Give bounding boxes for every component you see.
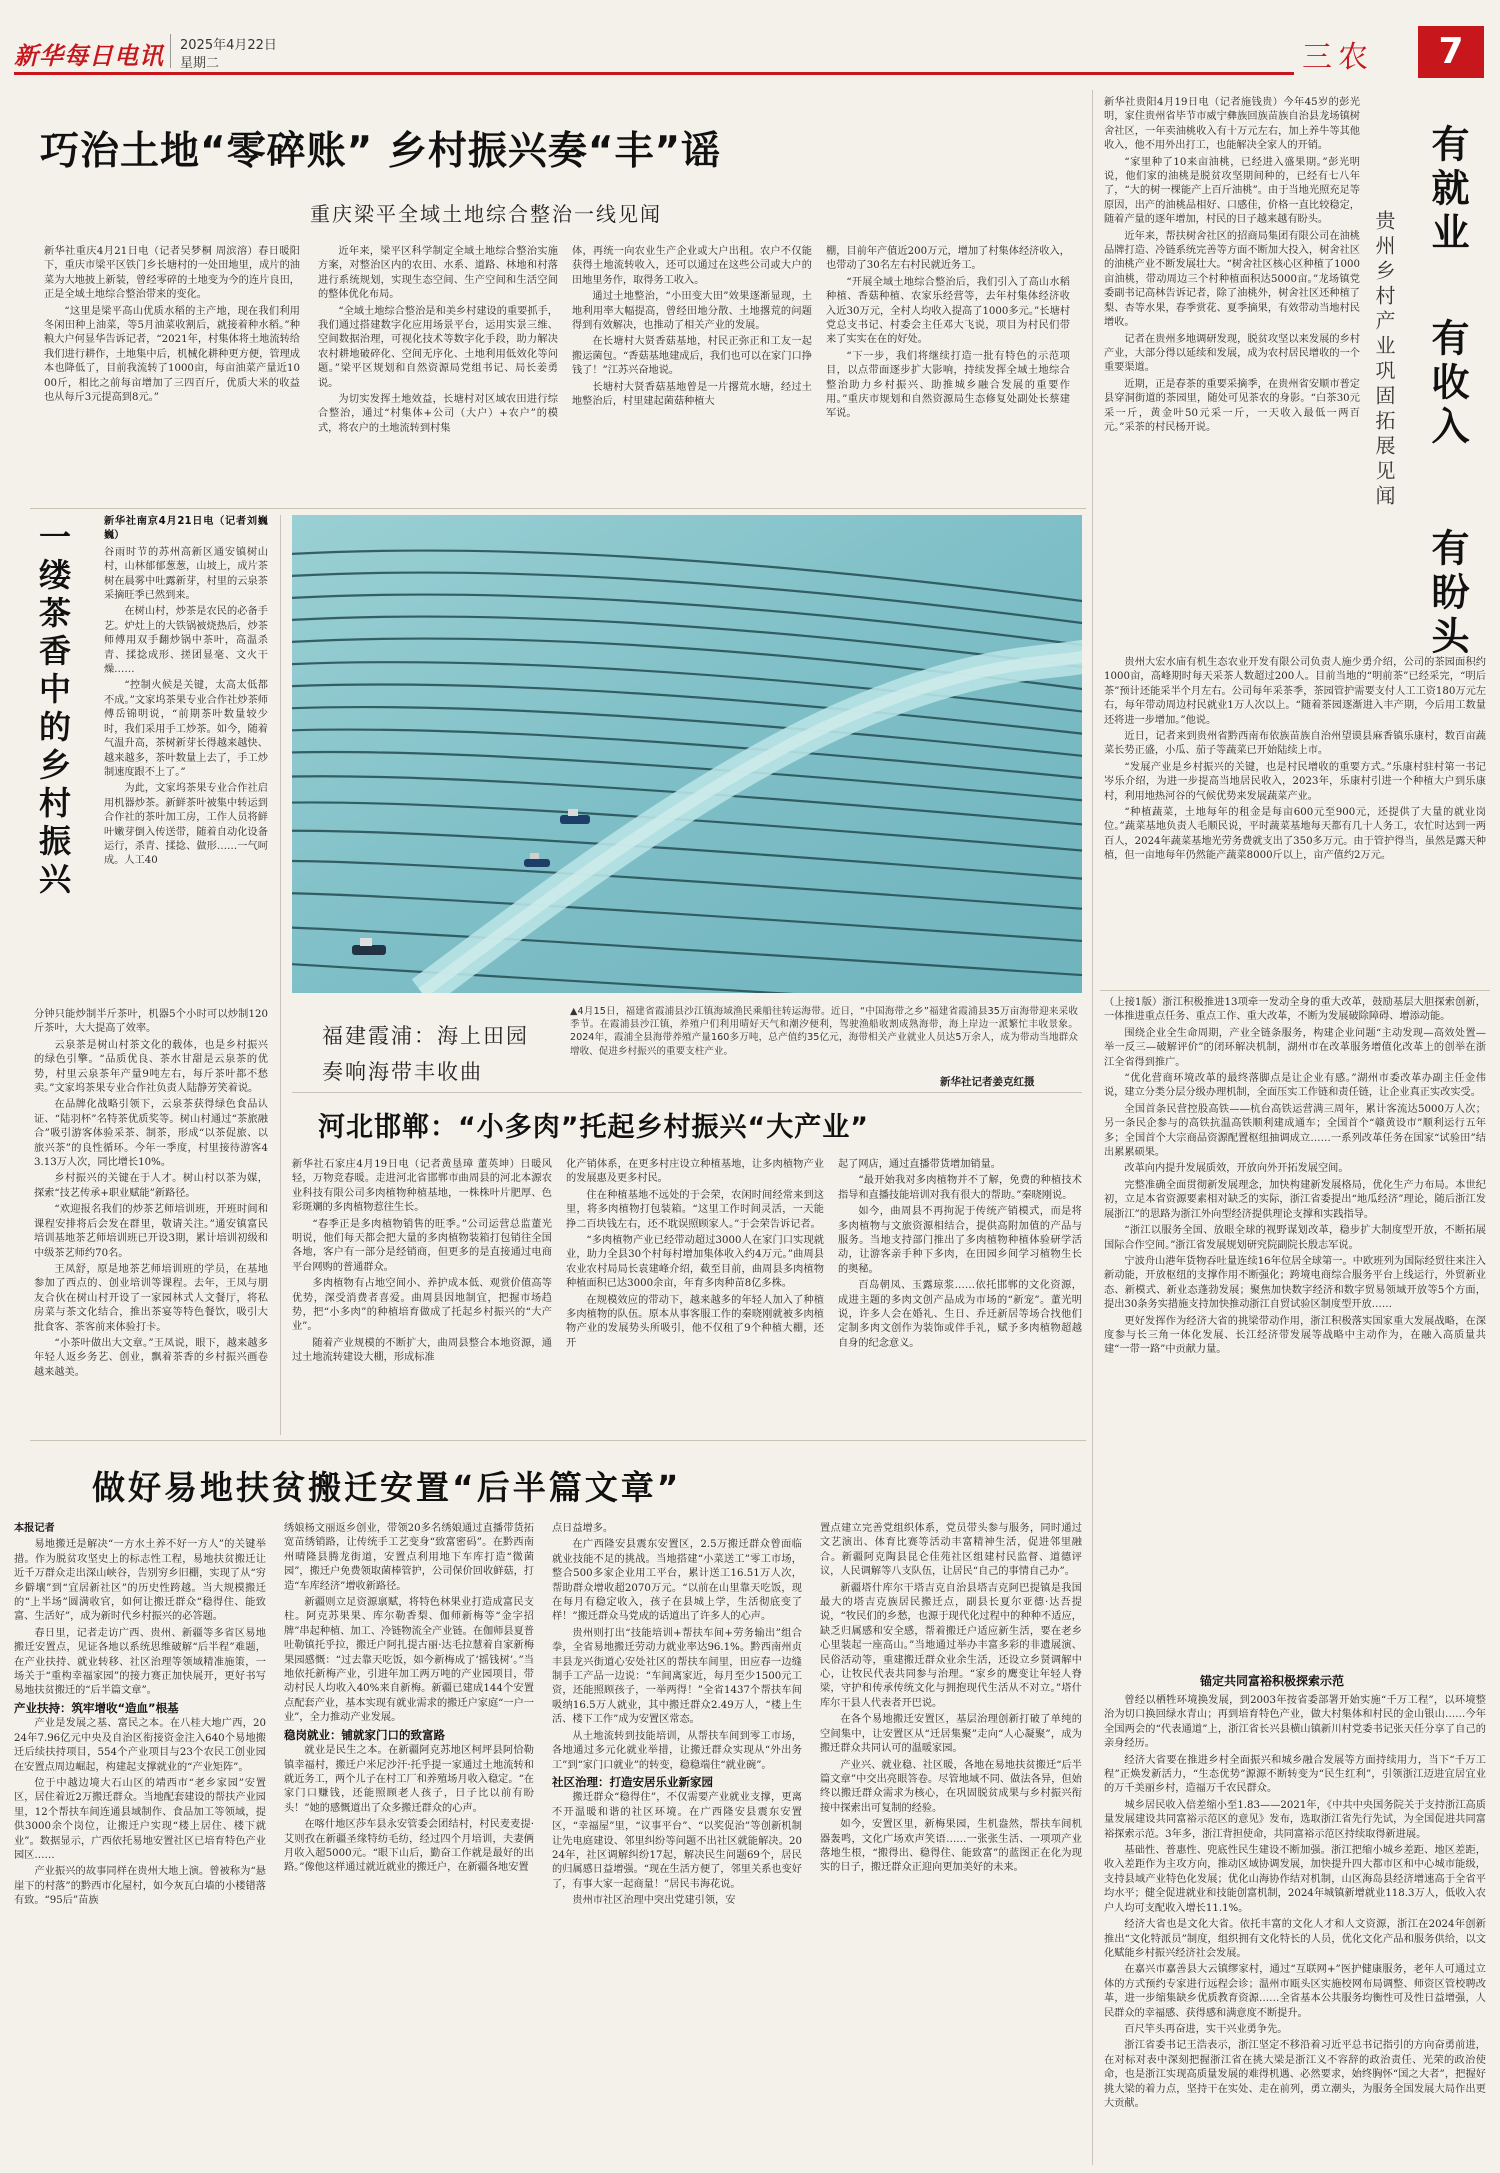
article-1-col-3 (572, 245, 812, 505)
paragraph: 长塘村大贤香菇基地曾是一片撂荒水塘，经过土地整治后，村里建起菌菇种植大 (572, 381, 812, 408)
photo-credit: 新华社记者姜克红摄 (940, 1076, 1035, 1088)
paragraph: 在规模效应的带动下，越来越多的年轻人加入了种植多肉植物的队伍。原本从事客服工作的秦晓刚就被多肉植物产业的发展势头所吸引，他不仅租了9个种植大棚，还开 (566, 1294, 824, 1349)
paragraph: 多肉植物有占地空间小、养护成本低、观赏价值高等优势，深受消费者喜爱。曲周县因地制宜，把握市场趋势，把“小多肉”的种植培育做成了托起乡村振兴的“大产业”。 (292, 1278, 552, 1333)
paragraph: 宁波舟山港年货物吞吐量连续16年位居全球第一。中欧班列为国际经贸往来注入新动能，开放枢纽的支撑作用不断强化；跨境电商综合服务平台上线运行，外贸新业态、新模式、新业态蓬勃发展；聚焦加快数字经济和数字贸易领域开放等5个方面，提出30条务实措施支持加快推动浙江自贸试验区制度型开放…… (1104, 1255, 1486, 1311)
article-3-headline: 河北邯郸：“小多肉”托起乡村振兴“大产业” (318, 1112, 869, 1143)
paragraph: 记者在贵州多地调研发现，脱贫攻坚以来发展的乡村产业，大部分得以延续和发展，成为农村居民增收的一个重要渠道。 (1104, 333, 1360, 374)
article-1-subtitle: 重庆梁平全域土地综合整治一线见闻 (310, 202, 662, 226)
paragraph: 经济大省要在推进乡村全面振兴和城乡融合发展等方面持续用力，当下“千万工程”正焕发新活力，“生态优势”源源不断转变为“民生红利”，引领浙江迈进宜居宜业的万千美丽乡村，造福万千农民群众。 (1104, 1754, 1486, 1795)
article-4-byline: 本报记者 (14, 1523, 55, 1534)
masthead-weekday: 星期二 (180, 56, 220, 71)
paragraph: 百岛朝凤、玉露琼浆……依托邯郸的文化资源，成进主题的多肉文创产品成为市场的“新宠”。董光明说，许多人会在婚礼、生日、乔迁新居等场合找他们定制多肉文创作为装饰或伴手礼，赋予多肉植物超越自身的纪念意义。 (838, 1280, 1082, 1349)
article-3-col-2 (566, 1158, 824, 1433)
section-heading: 产业扶持：筑牢增收“造血”根基 (14, 1700, 179, 1715)
right-article-col-full (1104, 656, 1486, 986)
masthead-rule (14, 72, 1294, 75)
paragraph: 王凤舒，原是地茶艺师培训班的学员，在基地参加了西点的、创业培训等课程。去年，王凤与朋友合伙在树山村开设了一家园林式人文餐厅，将私房菜与茶文化结合，推出茶宴等特色餐饮，吸引大批食客、茶客前来体验打卡。 (34, 1263, 268, 1333)
paragraph: 绣娘杨文丽返乡创业，带领20多名绣娘通过直播带货拓宽苗绣销路，让传统手工艺变身“致富密码”。在黔西南州晴隆县腾龙街道，安置点利用地下车库打造“微菌园”，搬迁户免费领取菌棒管护，公司保价回收鲜菇，打造“车库经济”增收新路径。 (284, 1523, 534, 1592)
paragraph: 在树山村，炒茶是农民的必备手艺。炉灶上的大铁锅被烧热后，炒茶师傅用双手翻炒锅中茶叶，高温杀青、揉捻成形、搓团显毫、文火干燥…… (104, 606, 268, 676)
paragraph: “小茶叶做出大文章。”王凤说，眼下，越来越多年轻人返乡务艺、创业，飘着茶香的乡村振兴画卷越来越美。 (34, 1337, 268, 1378)
paragraph: “浙江以服务全国、放眼全球的视野谋划改革，稳步扩大制度型开放，不断拓展国际合作空间。”浙江省发展规划研究院副院长殷志军说。 (1104, 1225, 1486, 1251)
right-article-col-top (1104, 96, 1360, 656)
right-article-subtitle: 贵州乡村产业巩固拓展见闻 (1372, 210, 1396, 510)
paragraph: 产业振兴的故事同样在贵州大地上演。曾被称为“悬崖下的村落”的黔西市化屋村，如今灰瓦白墙的小楼错落有致。“95后”苗族 (14, 1866, 266, 1907)
paragraph: 近年来，梁平区科学制定全域土地综合整治实施方案，对整治区内的农田、水系、道路、林地和村落进行系统规划，实现生态空间、生产空间和生活空间的整体优化布局。 (318, 246, 558, 301)
article-1-col-4 (826, 245, 1070, 505)
paragraph: 在品牌化战略引领下，云泉茶获得绿色食品认证、“陆羽杯”名特茶优质奖等。树山村通过“茶旅融合”吸引游客体验采茶、制茶，形成“以茶促旅、以旅兴茶”的良性循环。今年一季度，村里接待游客43.13万人次，同比增长10%。 (34, 1099, 268, 1169)
article-1-col-2 (318, 245, 558, 505)
paragraph: 在嘉兴市嘉善县大云镇缪家村，通过“互联网+”医护健康服务，老年人可通过立体的方式预约专家进行远程会诊；温州市瓯头区实施校网布局调整、师资区管校聘改革，进一步缩集缺乡优质教育资源……全省基本公共服务均衡性可及性日益增强，人民群众的幸福感、获得感和满意度不断提升。 (1104, 1964, 1486, 2019)
paragraph: 新疆塔什库尔干塔吉克自治县塔吉克阿巴提镇是我国最大的塔吉克族居民搬迁点，副县长夏尔亚德·达吾提说，“牧民们的乡愁，也源于现代化过程中的种种不适应，缺乏归属感和安全感，帮着搬迁户适应新生活，要在老乡心里装起一座高山。”当地通过举办丰富多彩的非遗展演、民俗活动等，重建搬迁群众业余生活，还设立乡贤调解中心，让牧民代表共同参与治理。“家乡的鹰变让年轻人脊梁，守护和传承传统文化与拥抱现代生活从不对立。”塔什库尔干县人代表者开巴说。 (820, 1582, 1082, 1709)
paragraph: “最开始我对多肉植物并不了解，免费的种植技术指导和直播技能培训对我有很大的帮助。”秦晓刚说。 (838, 1175, 1082, 1201)
paragraph: 近日，记者来到贵州省黔西南布依族苗族自治州望谟县麻香镇乐康村，数百亩蔬菜长势正盛，小瓜、茄子等蔬菜已开始陆续上市。 (1104, 731, 1486, 757)
paragraph: 起了网店，通过直播带货增加销量。 (838, 1159, 1001, 1170)
divider (292, 1092, 1082, 1093)
paragraph: 位于中越边境大石山区的靖西市“老乡家园”安置区，居住着近2万搬迁群众。当地配套建设的帮扶产业园里，12个帮扶车间连通县域制作、食品加工等领域，提供3000余个岗位，让搬迁户实现“楼上居住、楼下就业”。数据显示，广西依托易地安置社区已培育特色产业园区…… (14, 1777, 266, 1861)
paragraph: 随着产业规模的不断扩大，曲周县整合本地资源，通过土地流转建设大棚，形成标准 (292, 1337, 552, 1364)
divider (1100, 990, 1490, 991)
masthead-date: 2025年4月22日 (180, 38, 277, 53)
paragraph: 云泉茶是树山村茶文化的载体，也是乡村振兴的绿色引擎。“品质优良、茶水甘甜是云泉茶的优势，村里云泉茶年产量9吨左右，每斤茶叶都不愁卖。”文家坞茶果专业合作社负责人陆静芳笑着说。 (34, 1039, 268, 1095)
paragraph: 新华社贵阳4月19日电（记者施钱贵）今年45岁的彭光明，家住贵州省毕节市威宁彝族回族苗族自治县龙场镇树舍社区，一年卖油桃收入有十万元左右，加上养牛等其他收入，他不用外出打工，也能解决全家人的开销。 (1104, 97, 1360, 152)
paragraph: 乡村振兴的关键在于人才。树山村以茶为媒，探索“技艺传承+职业赋能”新路径。 (34, 1173, 268, 1199)
kelp-farm-photo-illustration (292, 515, 1082, 993)
article-3-col-1 (292, 1158, 552, 1433)
paragraph: 通过土地整治，“小田变大田”效果逐渐显现，土地利用率大幅提高，曾经田地分散、土地撂荒的问题得到有效解决，也推动了相关产业的发展。 (572, 291, 812, 332)
paragraph: 点日益增多。 (552, 1523, 614, 1534)
paragraph: “控制火候是关键，太高太低都不成。”文家坞茶果专业合作社炒茶师傅岳锦明说，“前期茶叶数量较少时，我们采用手工炒茶。如今，随着气温升高，茶树新芽长得越来越快、越来越多，茶叶数量上去了，手工炒制速度跟不上了。” (104, 680, 268, 778)
paragraph: “全域土地综合整治是和美乡村建设的重要抓手，我们通过搭建数字化应用场景平台，运用实景三维、空间数据治理，可视化技术等数字化手段，助力解决农村耕地破碎化、空间无序化、土地利用低效化等问题。”梁平区规划和自然资源局党组书记、局长姜勇说。 (318, 305, 558, 389)
right-article-headline-line-1: 有就业 (1425, 124, 1469, 256)
paragraph: 如今，安置区里，新梅果园，生机盎然，帮扶车间机器轰鸣，文化广场欢声笑语……一张张生活、一项项产业落地生根，“搬得出、稳得住、能致富”的蓝图正在化为现实的日子，搬迁群众正迎向更加美好的未来。 (820, 1819, 1082, 1874)
paragraph: “开展全域土地综合整治后，我们引入了高山水稻种植、香菇种植、农家乐经营等，去年村集体经济收入近30万元，全村人均收入提高了1000多元。”长塘村党总支书记、村委会主任邓大飞说，项目为村民们带来了实实在在的好处。 (826, 276, 1070, 346)
paragraph: 基础性、普惠性、兜底性民生建设不断加强。浙江把缩小城乡差距、地区差距，收入差距作为主攻方向，推动区域协调发展，加快提升四大都市区和中心城市能级，支持县域产业特色化发展；优化山海协作结对机制，山区海岛县经济增速高于全省平均水平；健全促进就业和技能创富机制，2024年城镇新增就业118.3万人，低收入农户人均可支配收入增长11.1%。 (1104, 1845, 1486, 1914)
paragraph: 曾经以栖牲环境换发展，到2003年按省委部署开始实施“千万工程”，以环境整治为切口换回绿水青山；再到培育特色产业，做大村集体和村民的金山银山……今年全国两会的“代表通道”上，浙江省长兴县横山镇新川村党委书记张天任分享了自己的亲身经历。 (1104, 1695, 1486, 1750)
paragraph: “种植蔬菜，土地每年的租金是每亩600元至900元，还提供了大量的就业岗位。”蔬菜基地负责人毛顺民说，平时蔬菜基地每天都有几十人务工，农忙时达到一两百人，2024年蔬菜基地光劳务费就支出了350多万元。由于管护得当，虽然是露天种植，但一亩地每年仍然能产蔬菜8000斤以上，亩产值约2万元。 (1104, 807, 1486, 862)
paragraph: 体，再统一向农业生产企业或大户出租。农户不仅能获得土地流转收入，还可以通过在这些公司或大户的田地里务作，取得务工收入。 (572, 246, 812, 286)
article-4-col-3 (552, 1522, 802, 2172)
paragraph: 在喀什地区莎车县永安管委会团结村，村民麦麦提·艾则孜在新疆圣缘特纺毛纺，经过四个月培训，夫妻俩月收入超5000元。“眼下山后，勤奋工作就是最好的出路。”像他这样通过就近就业的搬迁户，在新疆各地安置 (284, 1819, 534, 1874)
paragraph: “下一步，我们将继续打造一批有特色的示范项目，以点带面逐步扩大影响，持续发挥全域土地综合整治助力乡村振兴、助推城乡融合发展的重要作用。”重庆市规划和自然资源局生态修复处副处长蔡建军说。 (826, 350, 1070, 420)
paragraph: 城乡居民收入倍差缩小至1.83——2021年，《中共中央国务院关于支持浙江高质量发展建设共同富裕示范区的意见》发布，选取浙江省先行先试，为全国促进共同富裕探索示范。3年多，浙江背担使命，共同富裕示范区持续取得新进展。 (1104, 1799, 1486, 1840)
photo-title-line-1: 福建霞浦：海上田园 (322, 1024, 529, 1048)
continued-section-heading: 锚定共同富裕积极探索示范 (1200, 1674, 1345, 1688)
paragraph: “发展产业是乡村振兴的关键，也是村民增收的重要方式。”乐康村驻村第一书记岑乐介绍，为进一步提高当地居民收入，2023年，乐康村引进一个种植大户到乐康村，利用地热河谷的气候优势来发展蔬菜产业。 (1104, 761, 1486, 802)
photo-title-line-2: 奏响海带丰收曲 (322, 1060, 483, 1084)
article-2-col-top (104, 515, 268, 1005)
paragraph: 百尺竿头再奋进，实干兴业勇争先。 (1124, 2023, 1288, 2035)
paragraph: “春季正是多肉植物销售的旺季。”公司运营总监董光明说，他们每天都会把大量的多肉植物装箱打包销往全国各地，客户有一部分是经销商，但更多的是直接通过电商平台网购的普通群众。 (292, 1218, 552, 1273)
right-article-headline-line-2: 有收入 (1425, 318, 1469, 450)
paragraph: 近年来，帮扶树舍社区的招商局集团有限公司在油桃品牌打造、冷链系统完善等方面不断加大投入，树舍社区的油桃产业不断发展壮大。“树舍社区核心区种植了1000亩油桃，带动周边三个村种植面积达5000亩。”龙场镇党委副书记高林告诉记者，除了油桃外，树舍社区还种植了梨、杏等水果，春季赏花、夏季摘果，有效带动当地村民增收。 (1104, 230, 1360, 329)
continued-article-col-b (1104, 1694, 1486, 2168)
divider (30, 1440, 1086, 1441)
paragraph: 在长塘村大贤香菇基地，村民正弥正和工友一起搬运菌包。“香菇基地建成后，我们也可以在家门口挣钱了！”江苏兴奋地说。 (572, 336, 812, 377)
paragraph: 更好发挥作为经济大省的挑梁带动作用，浙江积极落实国家重大发展战略，在深度参与长三角一体化发展、长江经济带发展等战略中主动作为，在融入高质量共建“一带一路”中贡献力量。 (1104, 1315, 1486, 1356)
paragraph: 化产销体系，在更多村庄设立种植基地，让多肉植物产业的发展惠及更多村民。 (566, 1159, 824, 1185)
paragraph: 产业是发展之基、富民之本。在八桂大地广西，2024年7.96亿元中央及自治区衔接资金注入640个易地搬迁后续扶持项目，554个产业项目与23个农民工创业园在安置点周边崛起，构建起支撑就业的“产业矩阵”。 (14, 1718, 266, 1773)
paragraph: “家里种了10来亩油桃，已经进入盛果期。”彭光明说，他们家的油桃是脱贫攻坚期间种的，已经有七八年了，“大的树一棵能产上百斤油桃”。由于当地光照充足等原因，出产的油桃品相好、口感佳，价格一直比较稳定，随着产量的逐年增加，村民的日子越来越有盼头。 (1104, 156, 1360, 226)
divider-vertical (280, 515, 281, 1435)
divider-vertical (1092, 90, 1093, 2165)
masthead-divider (170, 34, 171, 68)
paragraph: 从土地流转到技能培训，从帮扶车间到零工市场，各地通过多元化就业举措，让搬迁群众实现从“外出务工”到“家门口就业”的转变，稳稳端住“就业碗”。 (552, 1730, 802, 1771)
divider (30, 508, 1086, 509)
photo-caption: ▲4月15日，福建省霞浦县沙江镇海域渔民乘船往转运海带。近日，“中国海带之乡”福建省霞浦县35万亩海带迎来采收季节。在霞浦县沙江镇，养殖户们利用晴好天气和潮汐便利，驾驶渔船收割成熟海带，海上岸边一派繁忙丰收景象。2024年，霞浦全县海带养殖产量160多万吨，总产值约35亿元，海带相关产业就业人员达5万余人，成为带动当地群众增收、促进乡村振兴的重要支柱产业。 (570, 1006, 1078, 1057)
paragraph: 贵州大宏水庙有机生态农业开发有限公司负责人施少勇介绍，公司的茶园面积约1000亩，高峰期时每天采茶人数超过200人。目前当地的“明前茶”已经采完，“明后茶”预计还能采半个月左右。公司每年采茶季，茶园管护需要支付人工工资180万元左右，每年带动周边村民就业1万人次以上。“随着茶园逐渐进入丰产期，今后用工数量还将进一步增加。”他说。 (1104, 657, 1486, 726)
right-article-headline-line-3: 有盼头 (1425, 528, 1469, 660)
paragraph: “多肉植物产业已经带动超过3000人在家门口实现就业，助力全县30个村每村增加集体收入约4万元。”曲周县农业农村局局长袁建峰介绍，截至目前，曲周县多肉植物种植面积已达3000余亩，年育多肉种苗8亿多株。 (566, 1235, 824, 1290)
paragraph: “优化营商环境改革的最终落脚点是让企业有感。”湖州市委改革办副主任金伟说，建立分类分层分级办理机制，全面压实工作链和责任链，让企业真正实改实受。 (1104, 1073, 1486, 1099)
paragraph: 产业兴、就业稳、社区暖，各地在易地扶贫搬迁“后半篇文章”中交出亮眼答卷。尽管地域不同、做法各异，但始终以搬迁群众需求为核心，在巩固脱贫成果与乡村振兴衔接中探索出可复制的经验。 (820, 1759, 1082, 1814)
section-name: 三农 (1302, 40, 1374, 75)
article-3-col-3 (838, 1158, 1082, 1433)
section-heading: 稳岗就业：铺就家门口的致富路 (284, 1727, 445, 1742)
paragraph: 易地搬迁是解决“一方水土养不好一方人”的关键举措。作为脱贫攻坚史上的标志性工程，易地扶贫搬迁让近千万群众走出深山峡谷，告别穷乡旧棚，实现了从“穷乡僻壤”到“宜居新社区”的历史性跨越。当大规模搬迁的“上半场”圆满收官，如何让搬迁群众“稳得住、能致富、生活好”，成为新时代乡村振兴的必答题。 (14, 1539, 266, 1623)
paragraph: 搬迁群众“稳得住”，不仅需要产业就业支撑，更离不开温暖和谐的社区环境。在广西隆安县震东安置区，“幸福屋”里，“议事平台”、“以奖促治”等创新机制让先电庭建设、邻里纠纷等问题不出社区就能解决。2024年，社区调解纠纷17起，解决民生问题69个，居民的归属感日益增强。“现在生活方便了，邻里关系也变好了，有事大家一起商量！”居民韦海花说。 (552, 1792, 802, 1890)
paragraph: （上接1版）浙江积极推进13项牵一发动全身的重大改革，鼓励基层大胆探索创新，一体推进重点任务、重点工作、重大改革，不断为发展破除障碍、增添动能。 (1104, 997, 1486, 1023)
paragraph: 全国首条民营控股高铁——杭台高铁运营满三周年，累计客流达5000万人次；另一条民企参与的高铁抗温高铁顺利建成通车；全国首个“赣黄设市”顺利运行五年多；全国首个大宗商品资源配置枢纽抽调成立……一系列改革任务在国家“试验田”结出累累硕果。 (1104, 1103, 1486, 1159)
article-2-col-bottom (34, 1008, 268, 1438)
paragraph: 分钟只能炒制半斤茶叶，机器5个小时可以炒制120斤茶叶，大大提高了效率。 (34, 1009, 268, 1035)
article-1-col-1 (44, 245, 300, 483)
paragraph: 为此，文家坞茶果专业合作社启用机器炒茶。新鲜茶叶被集中转运到合作社的茶叶加工房，工作人员将鲜叶嫩芽倒入传送带，随着自动化设备运行，杀青、揉捻、做形……一气呵成。人工40 (104, 783, 268, 867)
kelp-farm-photo (292, 515, 1082, 993)
paragraph: 新华社石家庄4月19日电（记者黄垦璋 董英坤）日暖风轻，万物竞春暖。走进河北省邯郸市曲周县的河北本源农业科技有限公司多肉植物种植基地，一株株叶片肥厚、色彩斑斓的多肉植物惹往生长。 (292, 1159, 552, 1214)
masthead-logo: 新华每日电讯 (14, 42, 164, 70)
paragraph: 住在种植基地不远处的于会荣，农闲时间经常来到这里，将多肉植物打包装箱。“这里工作时间灵活，一天能挣二百块钱左右，还不耽误照顾家人。”于会荣告诉记者。 (566, 1189, 824, 1230)
page-number: 7 (1418, 26, 1484, 78)
paragraph: “欢迎报名我们的炒茶艺师培训班，开班时间和课程安排将后会发在群里，敬请关注。”通安镇富民培训基地茶艺师培训班已开设3期，累计培训初级和中级茶艺师约70名。 (34, 1204, 268, 1259)
article-2-headline: 一缕茶香中的乡村振兴 (34, 520, 72, 900)
paragraph: 浙江省委书记王浩表示，浙江坚定不移沿着习近平总书记指引的方向奋勇前进，在对标对表中深刻把握浙江省在挑大梁是浙江义不容辞的政治责任、光荣的政治使命，也是浙江实现高质量发展的难得机遇、必然要求，始终胸怀“国之大者”，把握好挑大梁的着力点，坚持干在实处、走在前列，勇立潮头，为服务全国发展大局作出更大贡献。 (1104, 2040, 1486, 2109)
paragraph: 贵州则打出“技能培训+帮扶车间+劳务输出”组合拳，全省易地搬迁劳动力就业率达96.1%。黔西南州贞丰县龙兴街道心安处社区的帮扶车间里，田应春一边缝制手工产品一边说：“车间离家近，每月至少1500元工资，还能照顾孩子，一举两得！”全省1437个帮扶车间吸纳16.5万人就业，其中搬迁群众2.49万人，“楼上生活、楼下工作”成为安置区常态。 (552, 1627, 802, 1726)
paragraph: 近期，正是春茶的重要采摘季，在贵州省安顺市普定县穿洞街道的茶园里，随处可见茶农的身影。“白茶30元采一斤，黄金叶50元采一斤，一天收入最低一两百元。”采茶的村民杨开说。 (1104, 378, 1360, 433)
paragraph: 置点建立完善党组织体系，党员带头参与服务，同时通过文艺演出、体育比赛等活动丰富精神生活，促进邻里融合。新疆阿克陶县昆仑佳苑社区组建村民监督、道德评议，人民调解等八支队伍，让居民“自己的事情自己办”。 (820, 1523, 1082, 1578)
article-2-byline: 新华社南京4月21日电（记者刘巍巍） (104, 516, 268, 542)
paragraph: 新华社重庆4月21日电（记者吴梦桐 周滨溶）春日暖阳下，重庆市梁平区铁门乡长塘村的一处田地里，成片的油菜为大地披上新装，曾经零碎的土地变为今的连片良田，正是全域土地综合整治带来的变化。 (44, 246, 300, 301)
continued-article-col (1104, 996, 1486, 1666)
article-4-col-1 (14, 1522, 266, 2172)
paragraph: 谷雨时节的苏州高新区通安镇树山村，山林郁郁葱葱，山坡上，成片茶树在晨雾中吐露新芽，村里的云泉茶采摘旺季已然到来。 (104, 546, 268, 602)
paragraph: 完整准确全面贯彻新发展理念，加快构建新发展格局，优化生产力布局。本世纪初，立足本省资源要素相对缺乏的实际，浙江省委提出“地瓜经济”理论，随后浙江发展浙江”的思路为浙江外向型经济提供理论支撑和实践指导。 (1104, 1179, 1486, 1220)
paragraph: 就业是民生之本。在新疆阿克苏地区柯坪县阿恰勒镇幸福村，搬迁户米尼沙汗·托乎提一家通过土地流转和就近务工，两个儿子在村工厂和养殖场月收入稳定。“在家门口赚钱，还能照顾老人孩子，日子比以前有盼头！”她的感慨道出了众多搬迁群众的心声。 (284, 1745, 534, 1814)
paragraph: 新疆则立足资源禀赋，将特色林果业打造成富民支柱。阿克苏果果、库尔勒香梨、伽师新梅等“金字招牌”串起种植、加工、冷链物流全产业链。在伽师县夏普吐勒镇托乎拉，搬迁户阿扎提古丽·达毛拉慧着自家新梅果园感慨：“过去靠天吃饭，如今新梅成了‘摇钱树’。”当地依托新梅产业，引进年加工两万吨的产业园项目，带动村民人均收入40%来自新梅。新疆已建成144个安置点配套产业，基本实现有就业需求的搬迁户家庭“一户一业”，全力推动产业发展。 (284, 1597, 534, 1724)
paragraph: “这里是梁平高山优质水稻的主产地，现在我们利用冬闲田种上油菜，等5月油菜收割后，就接着种水稻。”种粮大户何显华告诉记者，“2021年，村集体将土地流转给我们进行耕作，土地集中后，机械化耕种更方便，管理成本也降低了，目前我流转了1000亩，每亩油菜产量近1000斤，相比之前每亩增加了三四百斤，优质大米的收益也从每斤3元提高到8元。” (44, 305, 300, 404)
paragraph: 改革向内提升发展质效，开放向外开拓发展空间。 (1124, 1163, 1349, 1175)
article-4-col-2 (284, 1522, 534, 2172)
paragraph: 在广西隆安县震东安置区，2.5万搬迁群众曾面临就业技能不足的挑战。当地搭建“小菜送工”零工市场，整合500多家企业用工平台，累计送工16.51万人次，帮助群众增收超2070万元。“以前在山里靠天吃饭，现在每月有稳定收入，孩子在县城上学，生活彻底变了样！”搬迁群众马党成的话道出了许多人的心声。 (552, 1539, 802, 1623)
article-4-headline: 做好易地扶贫搬迁安置“后半篇文章” (92, 1468, 682, 1507)
article-1-headline: 巧治土地“零碎账” 乡村振兴奏“丰”谣 (40, 129, 722, 174)
paragraph: 棚，目前年产值近200万元，增加了村集体经济收入，也带动了30名左右村民就近务工。 (826, 246, 1070, 272)
paragraph: 春日里，记者走访广西、贵州、新疆等多省区易地搬迁安置点，见证各地以系统思维破解“后半程”难题，在产业扶持、就业转移、社区治理等领域精准施策，一场关于“重构幸福家园”的接力赛正加快展开，更好书写易地扶贫搬迁的“后半篇文章”。 (14, 1627, 266, 1697)
article-4-col-4 (820, 1522, 1082, 2172)
paragraph: 如今，曲周县不再拘泥于传统产销模式，而是将多肉植物与文旅资源相结合，提供高附加值的产品与服务。当地支持部门推出了多肉植物种植体验研学活动，让游客亲手种下多肉，在田园乡间学习植物生长的奥秘。 (838, 1206, 1082, 1275)
paragraph: 贵州市社区治理中突出党建引领，安 (572, 1895, 736, 1907)
paragraph: 经济大省也是文化大省。依托丰富的文化人才和人文资源，浙江在2024年创新推出“文化特派员”制度，组织拥有文化特长的人员，优化文化产品和服务供给，以文化赋能乡村振兴经济社会发展。 (1104, 1919, 1486, 1959)
paragraph: 在各个易地搬迁安置区，基层治理创新打破了单纯的空间集中，让安置区从“迁居集聚”走向“人心凝聚”，成为搬迁群众共同认可的温暖家园。 (820, 1714, 1082, 1755)
paragraph: 为切实发挥土地效益，长塘村对区域农田进行综合整治，通过“村集体+公司（大户）+农户”的模式，将农户的土地流转到村集 (318, 394, 558, 434)
section-heading: 社区治理：打造安居乐业新家园 (552, 1774, 713, 1789)
paragraph: 围绕企业全生命周期，产业全链条服务，构建企业问题“主动发现—高效处置—举一反三—破解评价”的闭环解决机制，湖州市在改革服务增值化改革上的创举在浙江全省得到推广。 (1104, 1027, 1486, 1068)
